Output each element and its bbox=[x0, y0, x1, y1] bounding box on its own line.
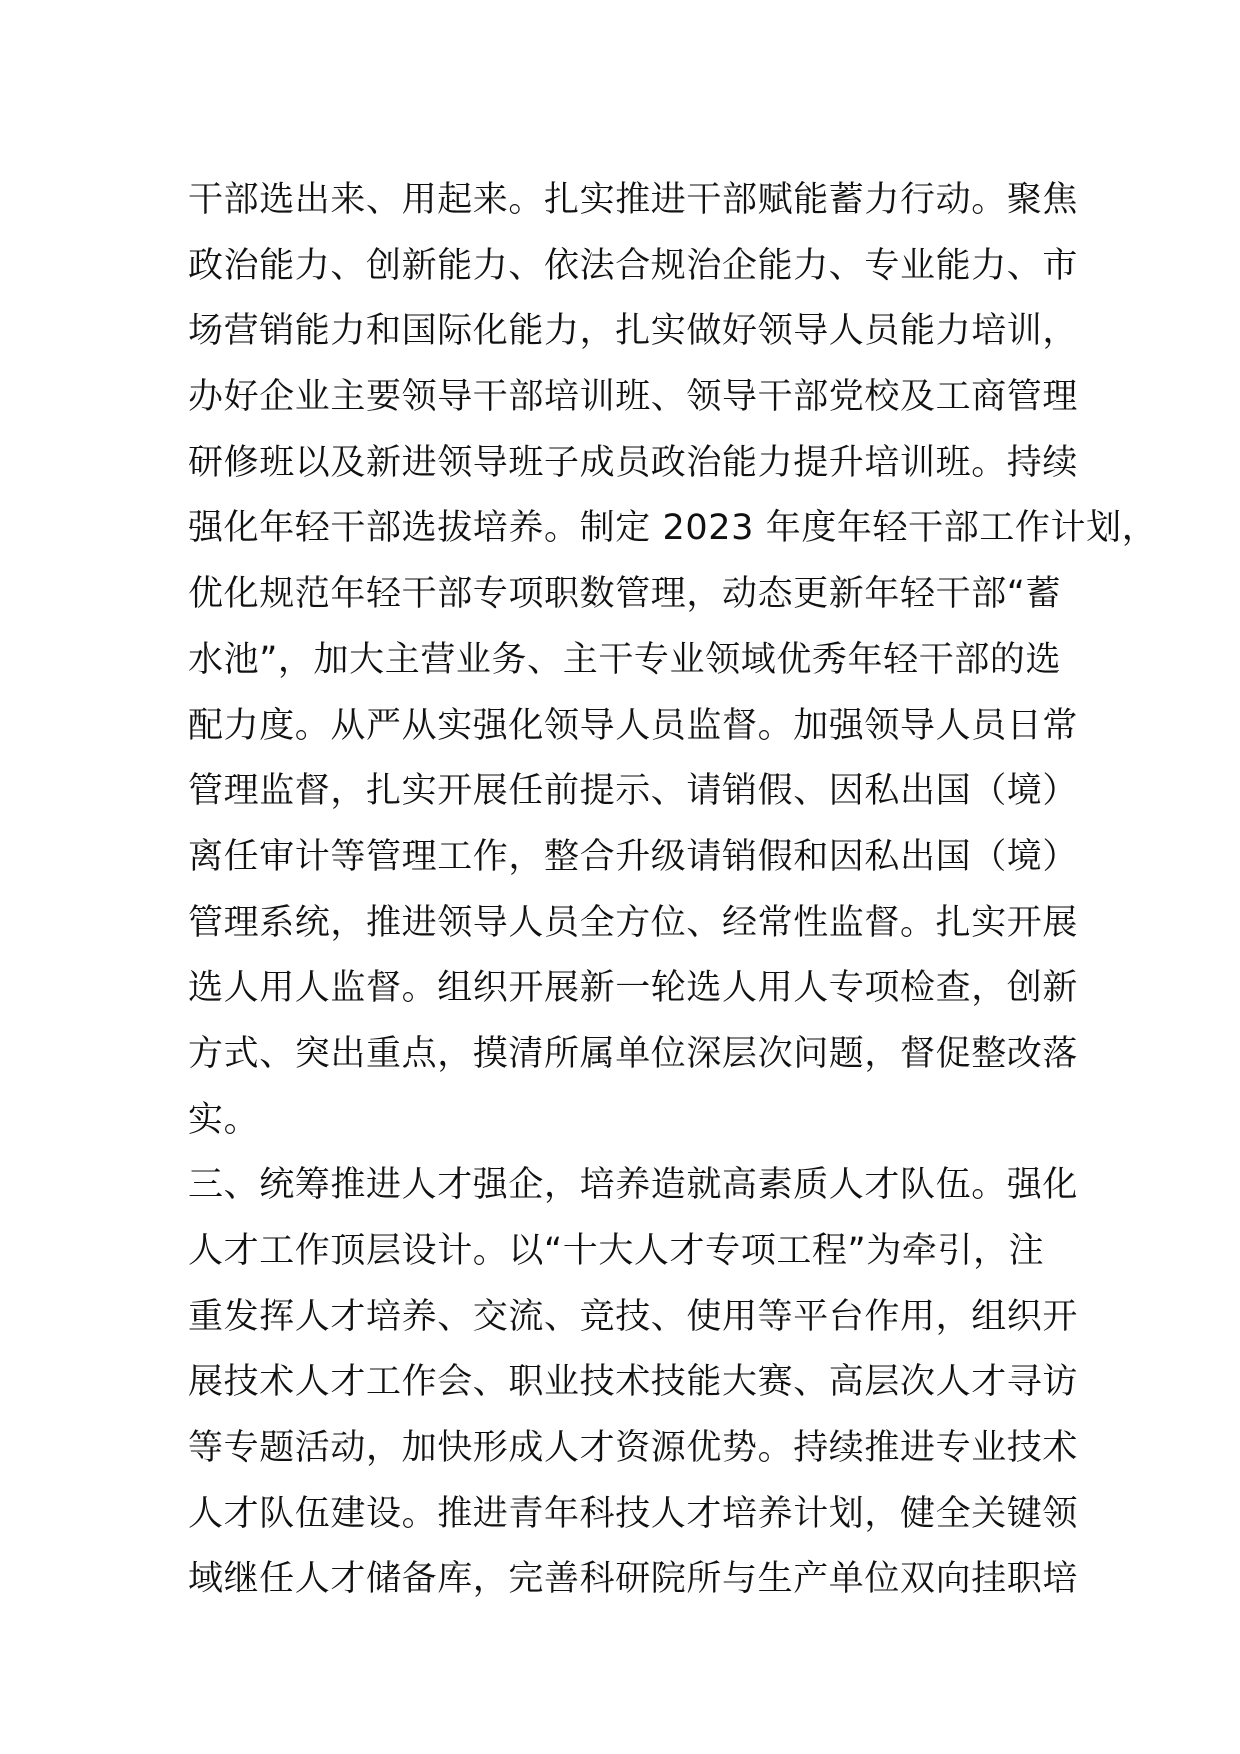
text-line: 配力度。从严从实强化领导人员监督。加强领导人员日常 bbox=[188, 705, 1079, 746]
text-line: 政治能力、创新能力、依法合规治企能力、专业能力、市 bbox=[188, 245, 1079, 286]
text-line: 管理系统，推进领导人员全方位、经常性监督。扎实开展 bbox=[188, 902, 1079, 943]
text-line: 优化规范年轻干部专项职数管理，动态更新年轻干部“蓄 bbox=[188, 574, 1062, 615]
text-line: 干部选出来、用起来。扎实推进干部赋能蓄力行动。聚焦 bbox=[188, 180, 1079, 220]
text-line: 选人用人监督。组织开展新一轮选人用人专项检查，创新 bbox=[188, 968, 1079, 1009]
text-line: 离任审计等管理工作，整合升级请销假和因私出国（境） bbox=[188, 836, 1079, 877]
text-line: 管理监督，扎实开展任前提示、请销假、因私出国（境） bbox=[188, 771, 1079, 812]
text-line: 重发挥人才培养、交流、竞技、使用等平台作用，组织开 bbox=[188, 1296, 1079, 1337]
text-line: 办好企业主要领导干部培训班、领导干部党校及工商管理 bbox=[188, 377, 1079, 418]
text-line: 展技术人才工作会、职业技术技能大赛、高层次人才寻访 bbox=[188, 1362, 1079, 1403]
text-line: 研修班以及新进领导班子成员政治能力提升培训班。持续 bbox=[188, 442, 1079, 483]
text-line: 域继任人才储备库，完善科研院所与生产单位双向挂职培 bbox=[188, 1559, 1079, 1600]
text-line: 场营销能力和国际化能力，扎实做好领导人员能力培训， bbox=[188, 311, 1079, 352]
text-line: 等专题活动，加快形成人才资源优势。持续推进专业技术 bbox=[188, 1428, 1079, 1469]
text-line: 实。 bbox=[188, 1099, 260, 1140]
section-heading-line: 三、统筹推进人才强企，培养造就高素质人才队伍。强化 bbox=[188, 1165, 1079, 1206]
text-line: 人才工作顶层设计。以“十大人才专项工程”为牵引，注 bbox=[188, 1231, 1045, 1271]
text-line: 人才队伍建设。推进青年科技人才培养计划，健全关键领 bbox=[188, 1493, 1079, 1534]
text-line: 水池”，加大主营业务、主干专业领域优秀年轻干部的选 bbox=[188, 639, 1062, 680]
text-line: 方式、突出重点，摸清所属单位深层次问题，督促整改落 bbox=[188, 1033, 1079, 1074]
text-line: 强化年轻干部选拔培养。制定 2023 年度年轻干部工作计划， bbox=[188, 508, 1158, 549]
body-text bbox=[188, 168, 1158, 1613]
